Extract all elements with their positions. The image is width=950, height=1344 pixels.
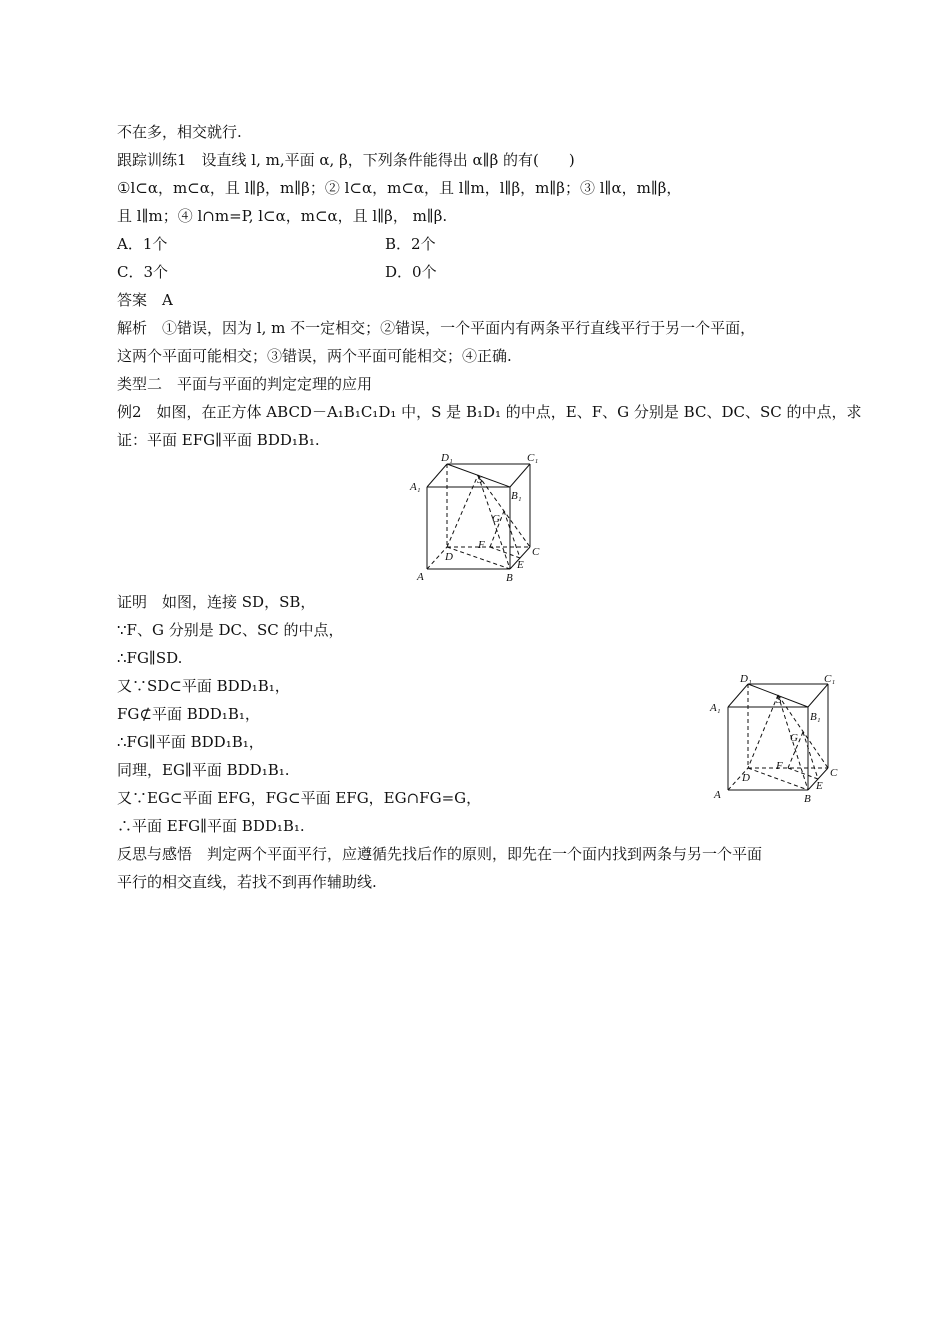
option-a: A．1个 [117,235,168,253]
label-d: D [445,551,453,563]
label-d1: D₁ [441,452,453,464]
label-g: G [492,513,500,525]
label2-d1: D₁ [740,673,752,685]
proof-line-8: 又∵EG⊂平面 EFG，FG⊂平面 EFG，EG∩FG=G， [117,789,482,807]
label2-a: A [714,789,721,801]
proof-line-5: FG⊄平面 BDD₁B₁， [117,705,260,723]
option-c: C．3个 [117,263,169,281]
label-f: F [478,539,485,551]
text-line-1: 不在多，相交就行. [117,123,242,141]
example-line-1: 例2 如图，在正方体 ABCD－A₁B₁C₁D₁ 中，S 是 B₁D₁ 的中点，E、F、G 分别是 BC、DC、SC 的中点，求 [117,403,862,421]
exercise-conditions-line-2: 且 l∥m；④ l∩m=P, l⊂α，m⊂α，且 l∥β， m∥β. [117,207,448,225]
proof-line-2: ∵F、G 分别是 DC、SC 的中点， [117,621,344,639]
option-b: B．2个 [385,235,436,253]
exercise-conditions-line-1: ①l⊂α，m⊂α，且 l∥β，m∥β；② l⊂α，m⊂α，且 l∥m，l∥β，m∥β；③ l∥α，m∥β， [117,179,682,197]
proof-line-4: 又∵SD⊂平面 BDD₁B₁， [117,677,290,695]
label-a1: A₁ [410,481,421,493]
analysis-line-2: 这两个平面可能相交；③错误，两个平面可能相交；④正确. [117,347,512,365]
reflection-line-2: 平行的相交直线，若找不到再作辅助线. [117,873,377,891]
analysis-line-1: 解析 ①错误，因为 l, m 不一定相交；②错误，一个平面内有两条平行直线平行于另一个平面， [117,319,756,337]
label2-b: B [804,793,811,805]
label2-c: C [830,767,838,779]
label-c: C [532,546,540,558]
option-d: D．0个 [385,263,437,281]
reflection-line-1: 反思与感悟 判定两个平面平行，应遵循先找后作的原则，即先在一个面内找到两条与另一个平面 [117,845,763,863]
label2-b1: B₁ [810,711,821,723]
label2-f: F [776,760,783,772]
answer-line: 答案 A [117,291,173,309]
label-e: E [517,559,524,571]
label-b: B [506,572,513,584]
cube-figure-1 [405,452,550,587]
label2-d: D [742,772,750,784]
label2-a1: A₁ [710,702,721,714]
proof-line-7: 同理，EG∥平面 BDD₁B₁. [117,761,290,779]
label2-c1: C₁ [824,673,836,685]
cube-figure-2 [706,672,846,807]
example-line-2: 证：平面 EFG∥平面 BDD₁B₁. [117,431,320,449]
label2-s: S [776,694,782,706]
label2-g: G [790,732,798,744]
label-a: A [417,571,424,583]
proof-line-3: ∴FG∥SD. [117,649,183,667]
label2-e: E [816,780,823,792]
proof-line-9: ∴平面 EFG∥平面 BDD₁B₁. [117,817,305,835]
proof-line-6: ∴FG∥平面 BDD₁B₁， [117,733,264,751]
label-s: S [477,474,483,486]
label-b1: B₁ [511,490,522,502]
section-heading: 类型二 平面与平面的判定定理的应用 [117,375,373,393]
exercise-heading: 跟踪训练1 设直线 l, m,平面 α, β，下列条件能得出 α∥β 的有( ) [117,151,575,169]
label-c1: C₁ [527,452,539,464]
proof-line-1: 证明 如图，连接 SD，SB， [117,593,316,611]
